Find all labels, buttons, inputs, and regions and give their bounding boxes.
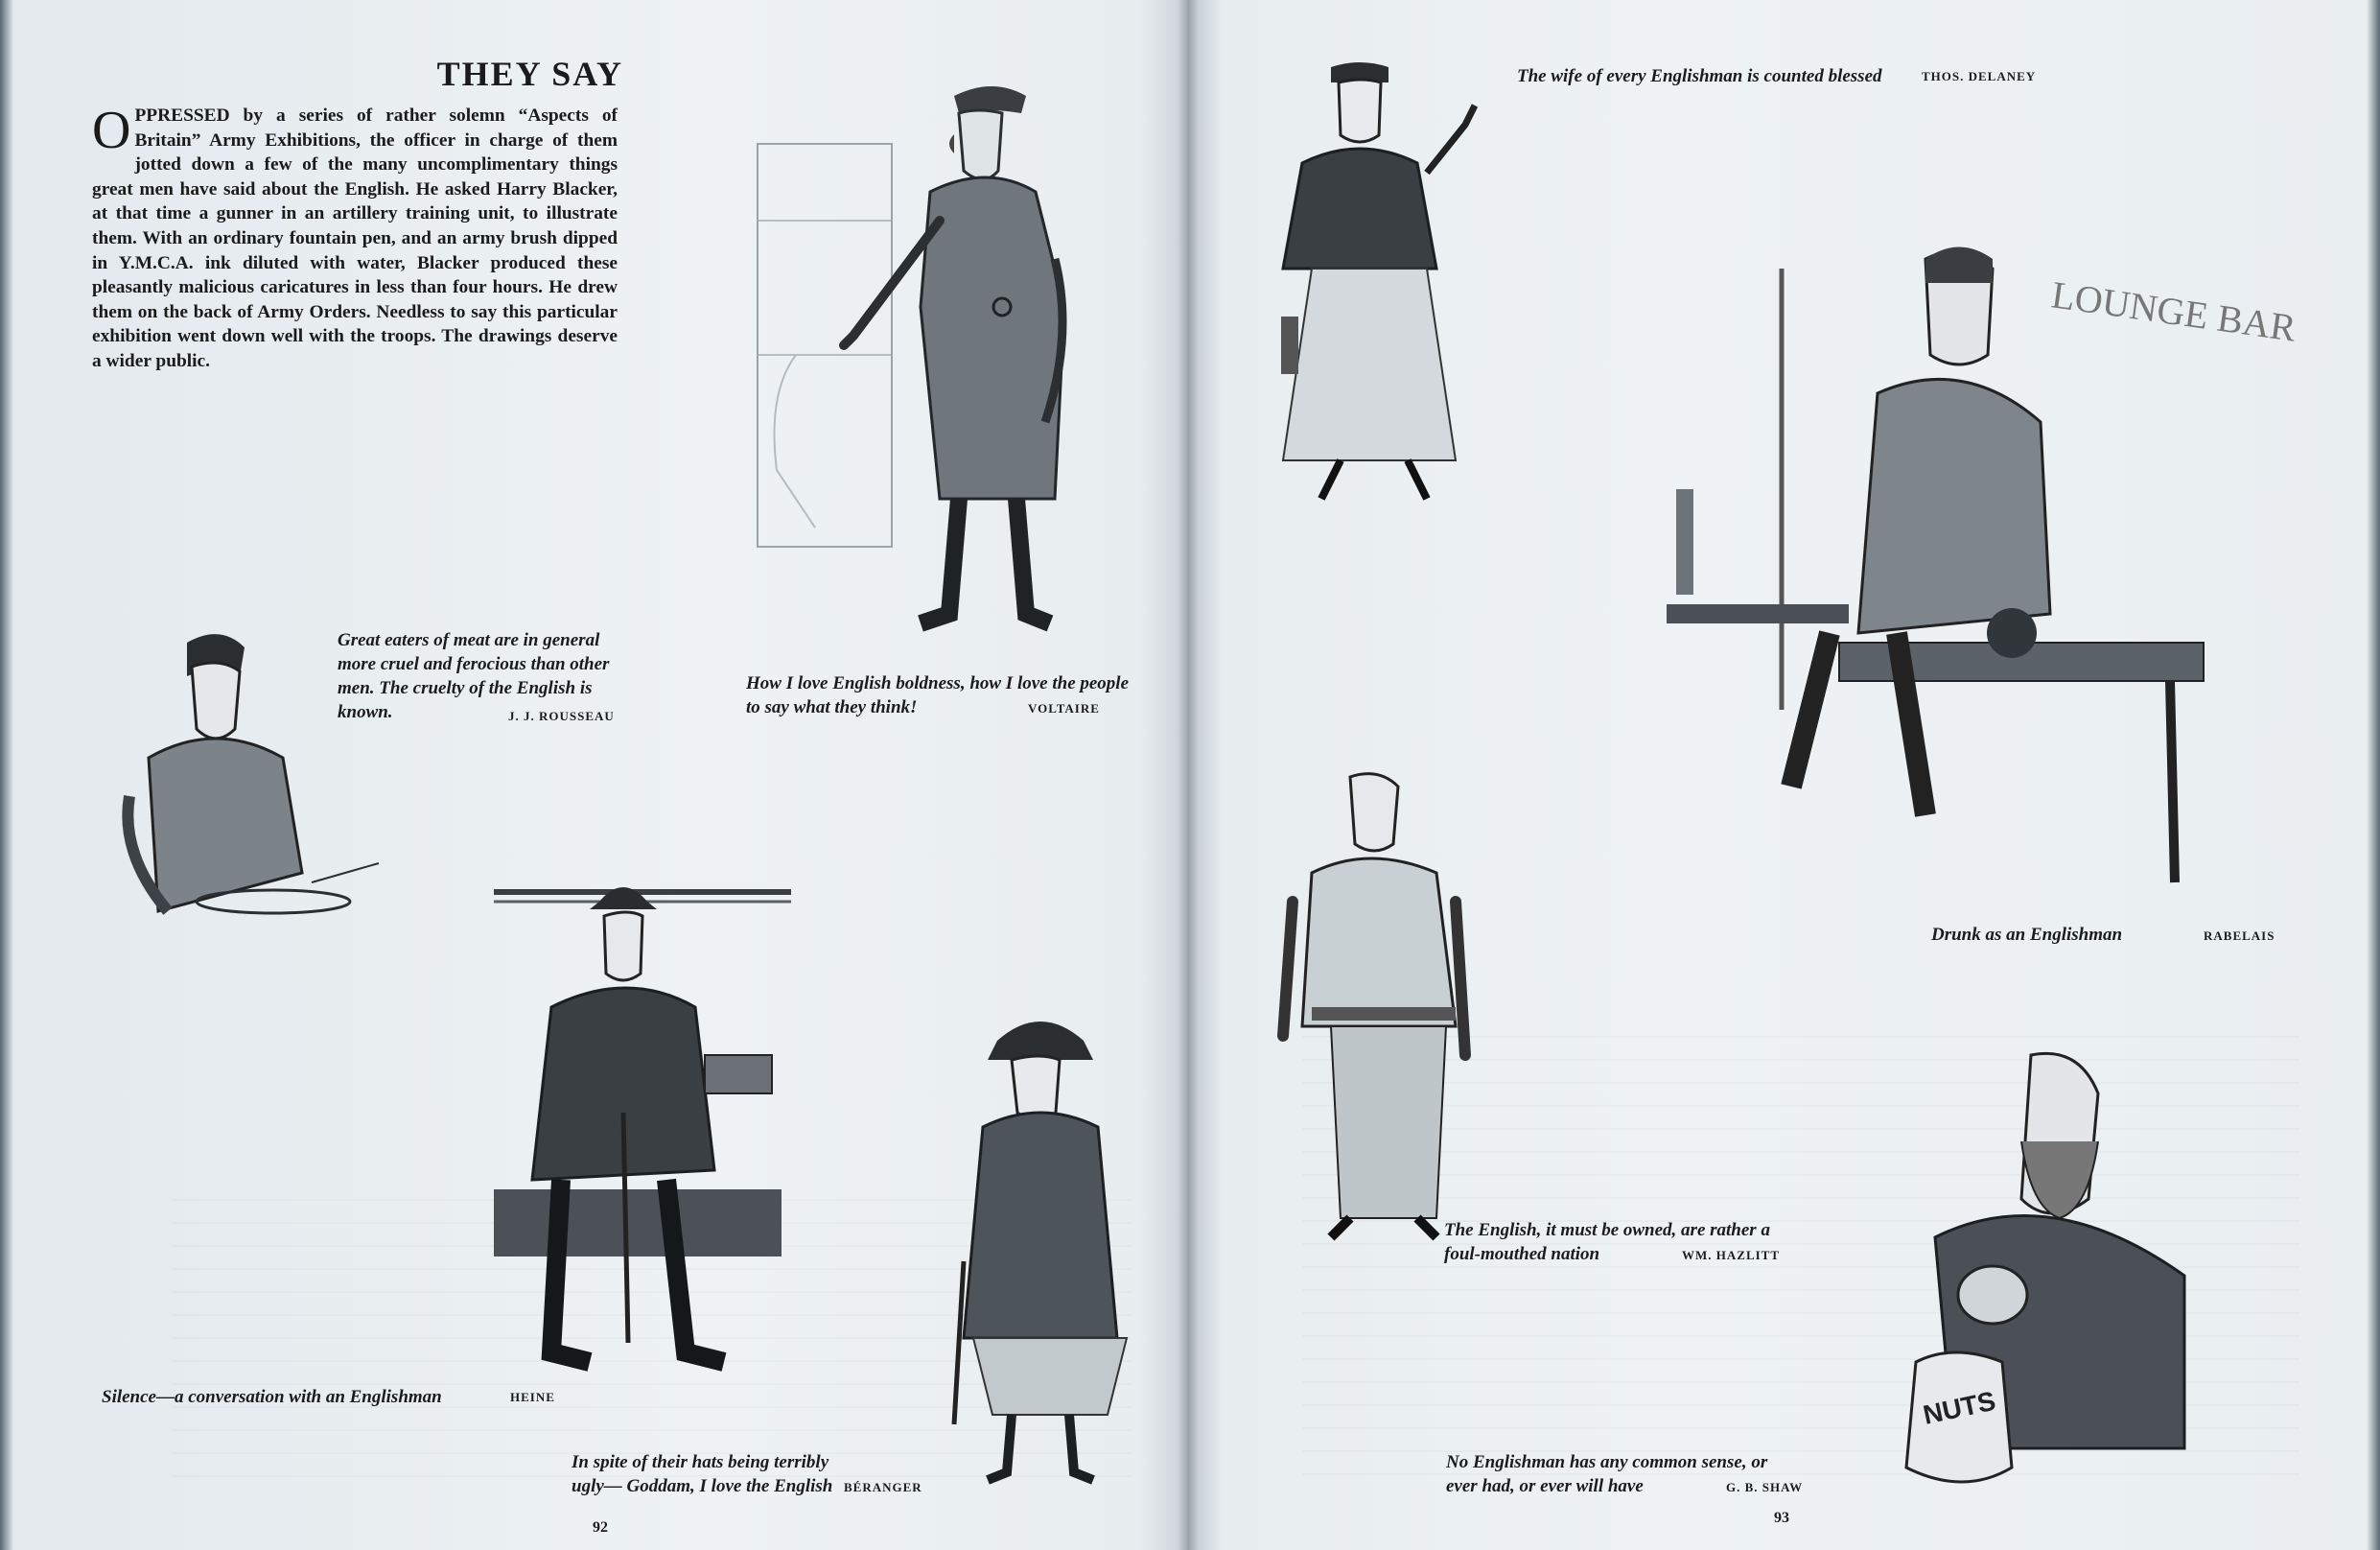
author-shaw: G. B. SHAW — [1726, 1480, 1804, 1494]
nuts-bag-label: NUTS — [1920, 1385, 1998, 1430]
page-number-93: 93 — [1774, 1510, 1789, 1526]
page-edge-shadow — [0, 0, 13, 1550]
page-number-92: 92 — [593, 1519, 608, 1536]
drunk-englishman-caricature — [1667, 230, 2299, 892]
ugly-hat-woman-caricature — [945, 1012, 1136, 1491]
caption-shaw: No Englishman has any common sense, or ever had, or ever will have — [1446, 1452, 1768, 1496]
caption-rabelais: Drunk as an Englishman — [1931, 925, 2123, 945]
silent-englishman-caricature — [484, 863, 801, 1381]
article-title: THEY SAY — [436, 55, 623, 93]
left-page — [0, 0, 1187, 1550]
author-hazlitt: WM. HAZLITT — [1682, 1248, 1781, 1262]
page-edge-shadow — [2367, 0, 2380, 1550]
intro-text: PPRESSED by a series of rather solemn “Aspects of Britain” Army Exhibitions, the officer in charge of them jotted down a few of the many uncomplimentary things great men have said about the English. He asked Harry Blacker, at that time a gunner in an artillery training unit, to illustrate them. With an ordinary fountain pen, and an army brush dipped in Y.M.C.A. ink diluted with water, Blacker produced these pleasantly malicious caricatures in less than four hours. He drew them on the back of Army Orders. Needless to say this particular exhibition went down well with the troops. The drawings deserve a wider public. — [92, 106, 618, 371]
right-page — [1187, 0, 2380, 1550]
center-gutter — [1178, 0, 1199, 1550]
foul-mouthed-sergeant-caricature — [1273, 767, 1504, 1247]
caption-voltaire: How I love English boldness, how I love the people to say what they think! — [746, 673, 1130, 717]
blessed-wife-caricature — [1264, 58, 1504, 508]
author-heine: HEINE — [510, 1390, 555, 1404]
author-voltaire: VOLTAIRE — [1028, 701, 1100, 716]
author-rabelais: RABELAIS — [2204, 928, 2275, 943]
commissionaire-caricature — [738, 67, 1122, 643]
intro-paragraph — [92, 101, 618, 374]
caption-rousseau: Great eaters of meat are in general more cruel and ferocious than other men. The cruelty of the English is known. — [338, 630, 610, 722]
author-delaney: THOS. DELANEY — [1922, 69, 2037, 83]
caption-heine: Silence—a conversation with an Englishman — [102, 1387, 442, 1407]
caption-beranger: In spite of their hats being terribly ugly— Goddam, I love the English — [572, 1452, 833, 1496]
caption-hazlitt: The English, it must be owned, are rather a foul-mouthed nation — [1444, 1220, 1770, 1264]
author-beranger: BÉRANGER — [844, 1480, 922, 1494]
shaw-with-nuts-caricature — [1839, 1045, 2204, 1506]
drop-cap: O — [92, 101, 131, 160]
bar-sign-label: LOUNGE BAR — [2048, 272, 2299, 350]
author-rousseau: J. J. ROUSSEAU — [508, 709, 615, 723]
caption-delaney: The wife of every Englishman is counted blessed — [1517, 66, 1882, 86]
